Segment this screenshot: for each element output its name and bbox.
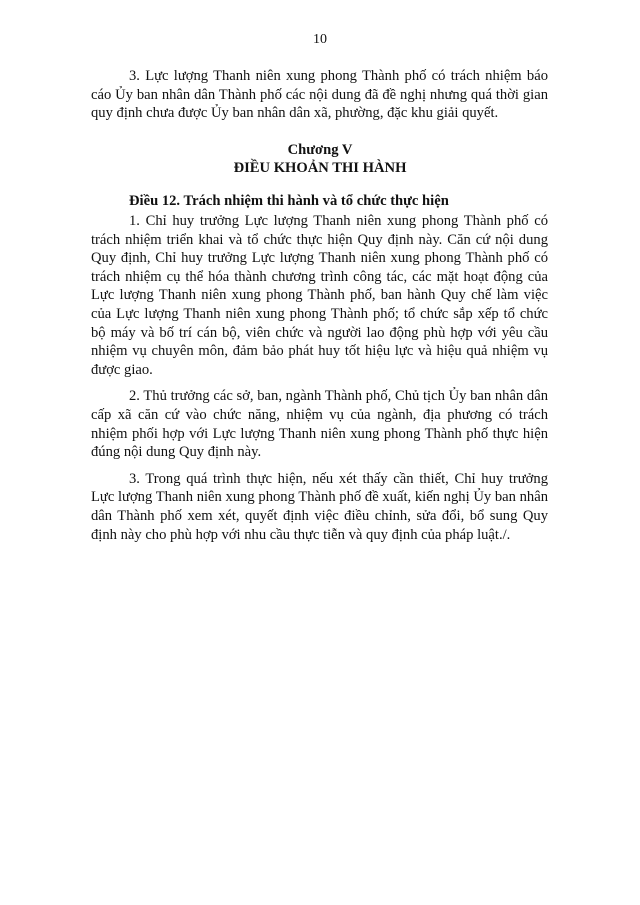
chapter-title: ĐIỀU KHOẢN THI HÀNH [233,160,407,176]
article-paragraph-3: 3. Trong quá trình thực hiện, nếu xét thấy cần thiết, Chỉ huy trưởng Lực lượng Thanh niên xung phong Thành phố đề xuất, kiến nghị Ủy ban nhân dân Thành phố xem xét, quyết định việc điều chỉnh, sửa đổi, bổ sung Quy định này cho phù hợp với nhu cầu thực tiễn và quy định của pháp luật./. [91,470,548,543]
article-paragraph-1: 1. Chỉ huy trưởng Lực lượng Thanh niên xung phong Thành phố có trách nhiệm triển khai và tổ chức thực hiện Quy định này. Căn cứ nội dung Quy định, Chỉ huy trưởng Lực lượng Thanh niên xung phong Thành phố có trách nhiệm cụ thể hóa thành chương trình công tác, các mặt hoạt động của Lực lượng Thanh niên xung phong Thành phố, ban hành Quy chế làm việc của Lực lượng Thanh niên xung phong Thành phố; tổ chức sắp xếp tổ chức bộ máy và bố trí cán bộ, viên chức và người lao động phù hợp với yêu cầu nhiệm vụ chuyên môn, đảm bảo phát huy tốt hiệu lực và hiệu quả nhiệm vụ được giao. [91,213,548,378]
chapter-label: Chương V [287,142,353,158]
page-number: 10 [313,32,327,47]
article-title: Điều 12. Trách nhiệm thi hành và tổ chức thực hiện [129,193,449,209]
chapter-heading [0,141,640,177]
article-paragraph-2: 2. Thủ trưởng các sở, ban, ngành Thành phố, Chủ tịch Ủy ban nhân dân cấp xã căn cứ vào chức năng, nhiệm vụ của ngành, địa phương có trách nhiệm phối hợp với Lực lượng Thanh niên xung phong Thành phố thực hiện đúng nội dung Quy định này. [91,388,548,461]
paragraph-3-previous-article: 3. Lực lượng Thanh niên xung phong Thành phố có trách nhiệm báo cáo Ủy ban nhân dân Thành phố các nội dung đã đề nghị nhưng quá thời gian quy định chưa được Ủy ban nhân dân xã, phường, đặc khu giải quyết. [91,68,548,122]
article-body [91,212,548,544]
previous-section [91,67,548,123]
